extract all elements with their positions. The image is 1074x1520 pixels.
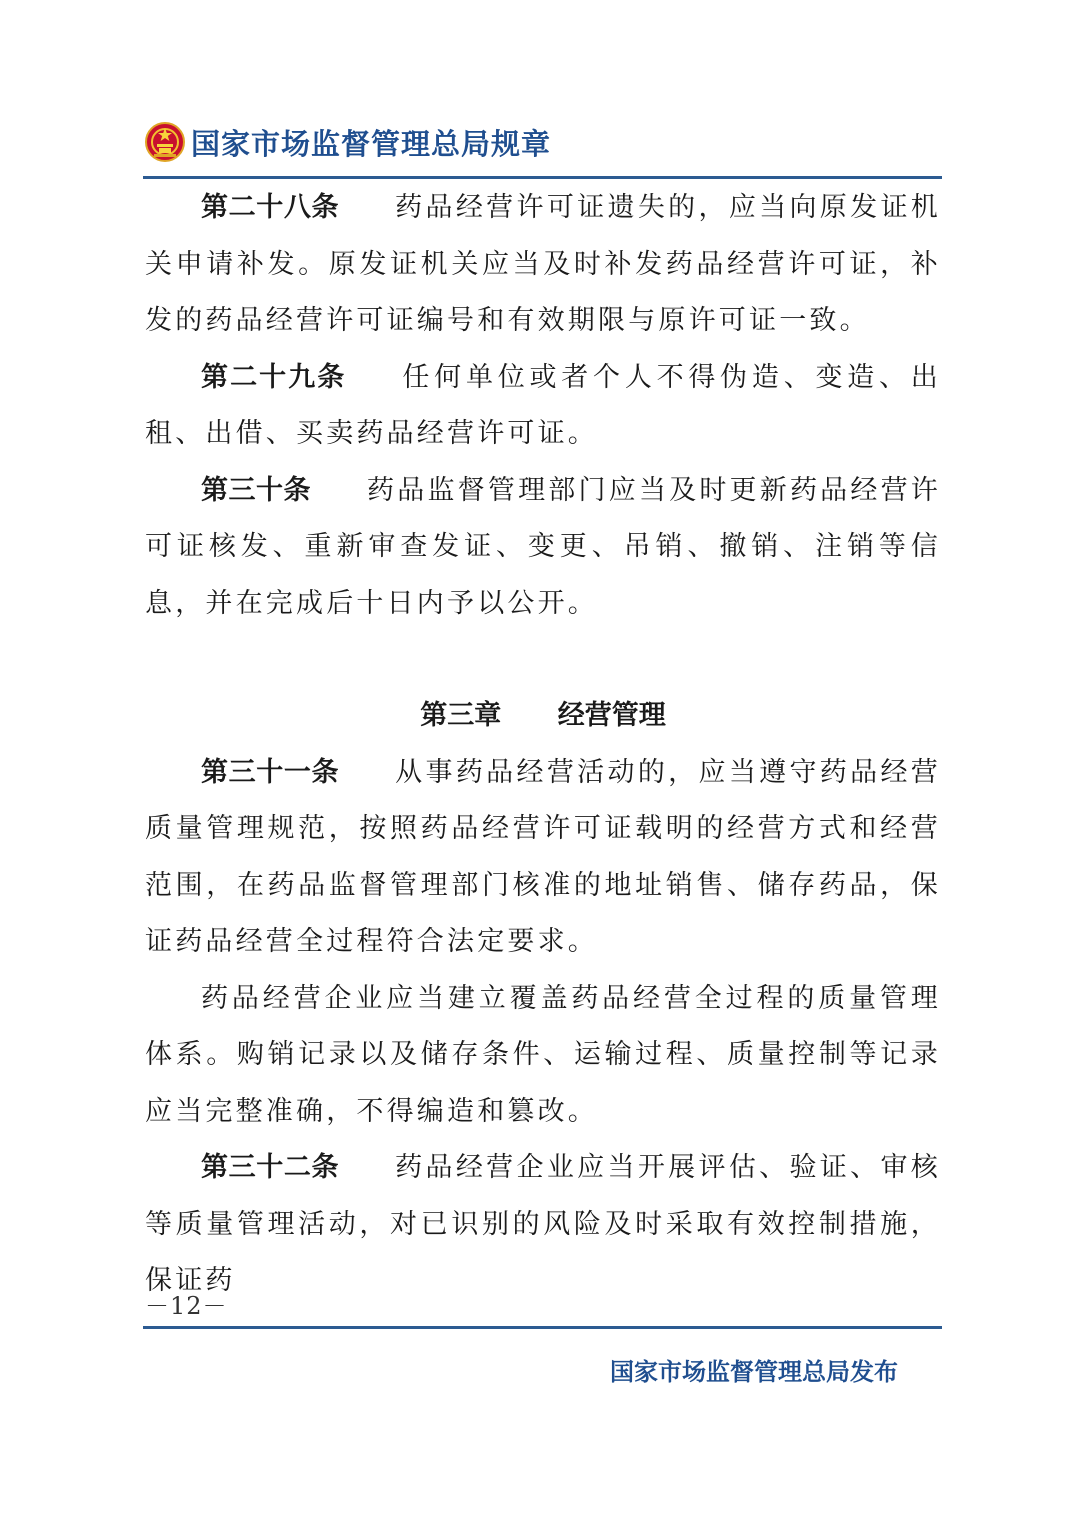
header-divider bbox=[143, 176, 942, 179]
header-title: 国家市场监督管理总局规章 bbox=[191, 126, 552, 161]
article-text: 药品经营企业应当开展评估、验证、审核等质量管理活动，对已识别的风险及时采取有效控制措施，保证药 bbox=[145, 1152, 942, 1296]
article-text: 从事药品经营活动的，应当遵守药品经营质量管理规范，按照药品经营许可证载明的经营方式和经营范围，在药品监督管理部门核准的地址销售、储存药品，保证药品经营全过程符合法定要求。 bbox=[145, 756, 942, 957]
article-label: 第二十九条 bbox=[201, 361, 347, 393]
article-text: 药品经营许可证遗失的，应当向原发证机关申请补发。原发证机关应当及时补发药品经营许可证，补发的药品经营许可证编号和有效期限与原许可证一致。 bbox=[145, 192, 942, 336]
article-30 bbox=[145, 463, 941, 633]
article-text: 药品监督管理部门应当及时更新药品经营许可证核发、重新审查发证、变更、吊销、撤销、注销等信息，并在完成后十日内予以公开。 bbox=[145, 474, 941, 619]
article-text: 药品经营企业应当建立覆盖药品经营全过程的质量管理体系。购销记录以及储存条件、运输过程、质量控制等记录应当完整准确，不得编造和篡改。 bbox=[145, 982, 941, 1127]
page-header bbox=[145, 118, 551, 166]
footer-publisher: 国家市场监督管理总局发布 bbox=[610, 1358, 898, 1386]
footer-divider bbox=[143, 1326, 942, 1329]
article-31 bbox=[145, 745, 941, 971]
article-label: 第三十条 bbox=[201, 474, 312, 506]
chapter-title: 经营管理 bbox=[557, 700, 666, 731]
page-number: －12－ bbox=[145, 1292, 228, 1320]
article-31-paragraph-2 bbox=[145, 971, 941, 1141]
national-emblem-icon bbox=[145, 122, 185, 162]
article-28 bbox=[145, 180, 941, 350]
chapter-heading bbox=[145, 688, 941, 745]
article-text: 任何单位或者个人不得伪造、变造、出租、出借、买卖药品经营许可证。 bbox=[145, 361, 942, 449]
article-32 bbox=[145, 1140, 941, 1310]
chapter-number: 第三章 bbox=[420, 700, 502, 731]
article-label: 第二十八条 bbox=[201, 192, 340, 223]
article-29 bbox=[145, 350, 941, 463]
article-label: 第三十二条 bbox=[201, 1152, 340, 1183]
document-body bbox=[145, 180, 941, 1310]
article-label: 第三十一条 bbox=[201, 756, 340, 788]
